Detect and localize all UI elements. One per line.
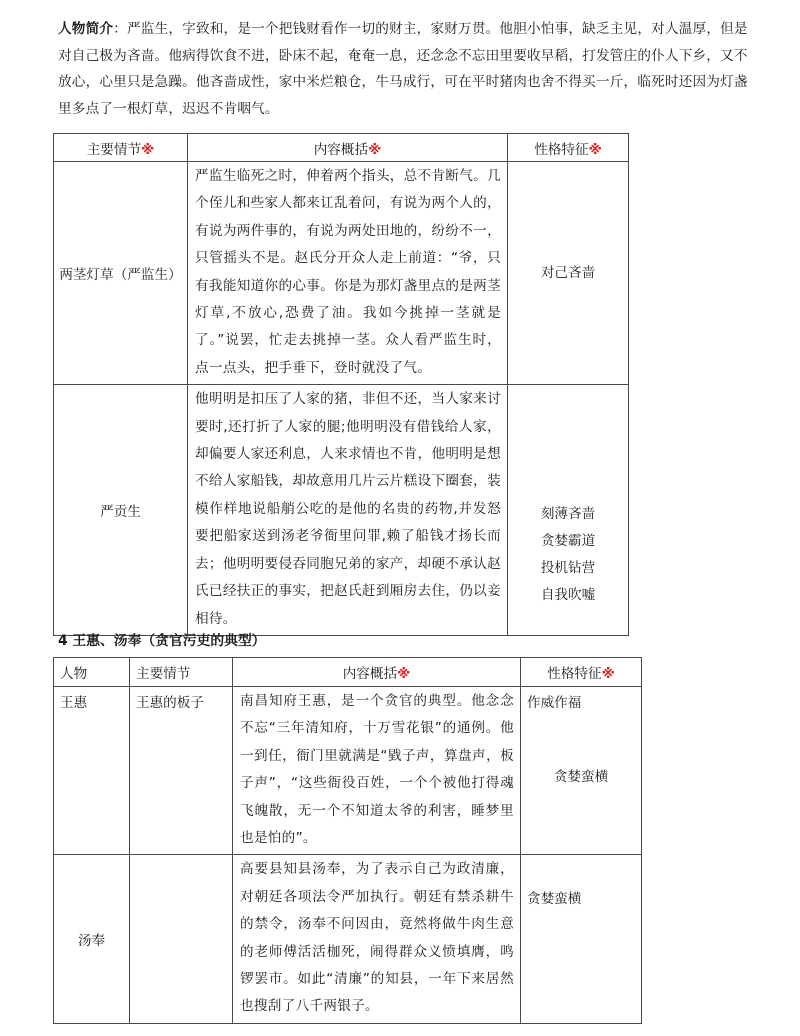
content-cell: 严监生临死之时，伸着两个指头，总不肯断气。几个侄儿和些家人都来讧乱着问，有说为两个人的，有说为两件事的，有说为两处田地的，纷纷不一，只管摇头不是。赵氏分开众人走上前道：“爷，只有我能知道你的心事。你是为那灯盏里点的是两茎灯草,不放心,恐费了油。我如今挑掉一茎就是了。”说罢，忙走去挑掉一茎。众人看严监生时，点一点头，把手垂下，登时就没了气。 xyxy=(188,162,508,385)
header-content: 内容概括※ xyxy=(233,658,521,687)
header-plot: 主要情节※ xyxy=(54,134,188,162)
traits-cell xyxy=(508,385,629,636)
content-cell: 南昌知府王惠，是一个贪官的典型。他念念不忘“三年清知府，十万雪花银”的通例。他一到任，衙门里就满是“戥子声，算盘声，板子声”，“这些衙役百姓，一个个被他打得魂飞魄散，无一个不知道太爷的利害，睡梦里也是怕的”。 xyxy=(233,687,521,855)
table-header-row xyxy=(54,658,642,687)
traits-cell xyxy=(521,855,642,1023)
corrupt-officials-table xyxy=(53,657,642,1024)
important-mark-icon: ※ xyxy=(141,141,155,158)
header-person: 人物 xyxy=(54,658,130,687)
trait-item: 自我吹嘘 xyxy=(540,586,596,603)
plot-cell: 严贡生 xyxy=(54,385,188,636)
table-header-row xyxy=(54,134,629,162)
traits-cell: 对己吝啬 xyxy=(508,162,629,385)
important-mark-icon: ※ xyxy=(601,666,615,682)
trait-item: 贪婪霸道 xyxy=(540,532,596,549)
trait-item: 投机钻营 xyxy=(540,559,596,576)
traits-cell xyxy=(521,687,642,855)
content-cell: 高要县知县汤奉，为了表示自己为政清廉，对朝廷各项法令严加执行。朝廷有禁杀耕牛的禁令，汤奉不问因由，竟然将做牛肉生意的老师傅活活枷死，闹得群众义愤填膺，鸣锣罢市。如此“清廉”的知县，一年下来居然也搜刮了八千两银子。 xyxy=(233,855,521,1023)
table-row xyxy=(54,385,629,636)
content-cell: 他明明是扣压了人家的猪，非但不还，当人家来讨要时,还打折了人家的腿;他明明没有借钱给人家，却偏要人家还利息，人来求情也不肯，他明明是想不给人家船钱，却故意用几片云片糕设下圈套，装模作样地说船艄公吃的是他的名贵的药物,并发怒要把船家送到汤老爷衙里问罪,赖了船钱才扬长而去；他明明要侵吞同胞兄弟的家产，却硬不承认赵氏已经扶正的事实，把赵氏赶到厢房去住，仍以妾相待。 xyxy=(188,385,508,636)
table-row xyxy=(54,162,629,385)
section-heading: 4 王惠、汤奉（贪官污吏的典型） xyxy=(58,633,266,649)
header-content: 内容概括※ xyxy=(188,134,508,162)
important-mark-icon: ※ xyxy=(397,666,411,682)
table-row xyxy=(54,855,642,1023)
trait-item: 刻薄吝啬 xyxy=(540,505,596,522)
intro-label: 人物简介 xyxy=(58,21,114,37)
plot-cell xyxy=(130,855,233,1023)
important-mark-icon: ※ xyxy=(368,141,382,158)
plot-cell: 两茎灯草（严监生） xyxy=(54,162,188,385)
plot-cell: 王惠的板子 xyxy=(130,687,233,855)
trait-item: 贪婪蛮横 xyxy=(553,769,609,785)
trait-item: 作威作福 xyxy=(527,695,582,711)
person-cell: 王惠 xyxy=(54,687,130,855)
yan-jiansheng-table xyxy=(53,133,629,636)
trait-item: 贪婪蛮横 xyxy=(527,891,582,908)
important-mark-icon: ※ xyxy=(588,141,602,158)
character-intro xyxy=(58,16,748,122)
person-cell: 汤奉 xyxy=(54,855,130,1023)
header-traits: 性格特征※ xyxy=(521,658,642,687)
header-plot: 主要情节 xyxy=(130,658,233,687)
header-traits: 性格特征※ xyxy=(508,134,629,162)
table-row xyxy=(54,687,642,855)
intro-text: 严监生，字致和，是一个把钱财看作一切的财主，家财万贯。他胆小怕事，缺乏主见，对人温厚，但是对自己极为吝啬。他病得饮食不进，卧床不起，奄奄一息，还念念不忘田里要收早稻，打发管庄的仆人下乡，又不放心，心里只是急躁。他吝啬成性，家中米烂粮仓，牛马成行，可在平时猪肉也舍不得买一斤，临死时还因为灯盏里多点了一根灯草，迟迟不肯咽气。 xyxy=(58,21,748,117)
intro-colon: ： xyxy=(113,21,127,37)
